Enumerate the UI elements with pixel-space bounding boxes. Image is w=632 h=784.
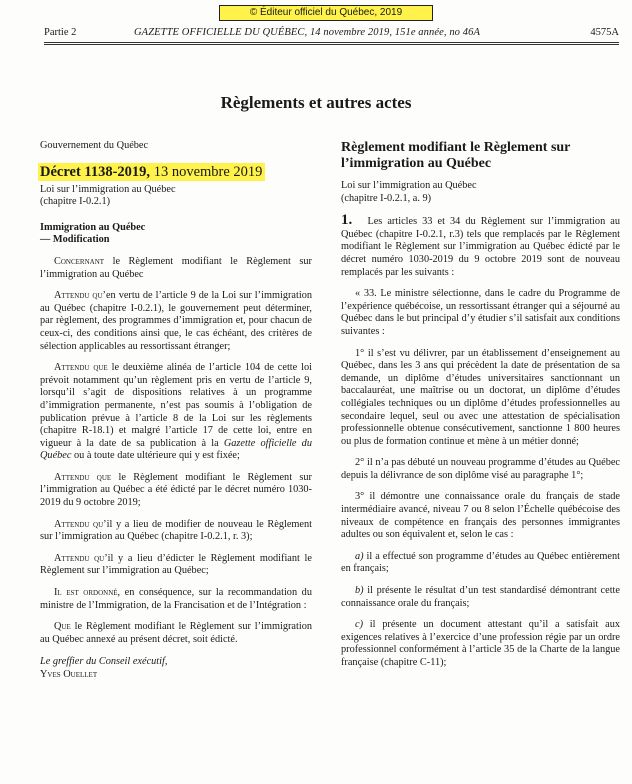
item-label: c) — [355, 619, 363, 631]
concernant-paragraph — [40, 256, 312, 281]
copyright-banner: © Éditeur officiel du Québec, 2019 — [219, 5, 433, 21]
attendu-text: il y a lieu de modifier de nouveau le Règlement sur l’immigration au Québec (chapitre I-0.2.1, r. 3); — [40, 518, 312, 543]
attendu-paragraph-2 — [40, 362, 312, 463]
item-text: il a effectué son programme d’études au Québec entièrement en français; — [341, 550, 620, 575]
greffier-name: Yves Ouellet — [40, 669, 98, 680]
concernant-lead: Concernant — [54, 255, 105, 267]
article-number: 1. — [341, 212, 353, 229]
attendu-lead: Attendu qu’ — [54, 290, 106, 302]
attendu-text: il y a lieu d’édicter le Règlement modifiant le Règlement sur l’immigration au Québec; — [40, 552, 312, 577]
subject-subtitle: — Modification — [40, 234, 110, 246]
law-chapter: (chapitre I-0.2.1) — [40, 196, 111, 208]
attendu-text: en vertu de l’article 9 de la Loi sur l’immigration au Québec (chapitre I-0.2.1), le gouvernement peut déterminer, par règlement, des programmes d’immigration et, pour chacun de ceux-ci, des conditions ainsi que, le cas échéant, des critères de sélection applicables au ressortissant étranger; — [40, 290, 313, 352]
article-33: « 33. Le ministre sélectionne, dans le cadre du Programme de l’expérience québécoise, un ressortissant étranger qui a séjourné au Québec dans le but principal d’y étudier s’il satisfait aux conditions suivantes : — [341, 288, 620, 337]
decree-highlight — [38, 163, 265, 181]
law-name: Loi sur l’immigration au Québec — [40, 183, 176, 195]
gazette-reference: Gazette officielle du Québec — [40, 437, 312, 462]
attendu-paragraph-4 — [40, 519, 312, 544]
item-label: a) — [355, 550, 364, 562]
article-1-text: Les articles 33 et 34 du Règlement sur l’immigration au Québec (chapitre I-0.2.1, r.3) tels que remplacés par le Règlement modifiant le Règlement sur l’immigration au Québec édicté par le décret numéro 1030-2019 du 9 octobre 2019 sont de nouveau remplacés par les suivants : — [341, 216, 620, 278]
attendu-lead: Attendu que — [54, 471, 112, 483]
decree-date: 13 novembre 2019 — [150, 163, 263, 180]
subject-title: Immigration au Québec — [40, 221, 146, 233]
right-law-chapter: (chapitre I-0.2.1, a. 9) — [341, 192, 432, 204]
header-rule-bottom — [44, 44, 619, 45]
condition-1: 1° il s’est vu délivrer, par un établissement d’enseignement au Québec, dans les 3 ans qui précèdent la date de présentation de sa demande, un diplôme d’études universitaires sanctionnant un baccalauréat, une maîtrise ou un doctorat, un diplôme d’études collégiales techniques ou un diplôme d’études professionnelles au secondaire lequel, seul ou avec une attestation de spécialisation professionnelle obtenue consécutivement, sanctionne 1 800 heures ou plus de formation continue et mène à un métier donné; — [341, 347, 620, 447]
decree-number: Décret 1138-2019, — [40, 163, 151, 180]
header-rule-top — [44, 42, 619, 43]
attendu-text: le deuxième alinéa de l’article 104 de cette loi prévoit notamment qu’un règlement pris en vertu de l’article 9, lorsqu’il s’agit de dispositions relatives à un programme d’immigration permanente, n’est pas soumis à l’obligation de publication prévue à l’article 8 de la Loi sur les règlements (chapitre R-18.1) et malgré l’article 17 de cette loi, entre en vigueur à la date de sa publication à la — [40, 362, 313, 449]
ordonne-text: , en conséquence, sur la recommandation du ministre de l’Immigration, de la Francisation et de l’Intégration : — [40, 587, 312, 611]
regulation-title: Règlement modifiant le Règlement sur l’immigration au Québec — [341, 140, 571, 171]
item-text: il présente un document attestant qu’il a satisfait aux exigences relatives à l’exercice d’une profession régie par un ordre professionnel conformément à l’article 35 de la Charte de la langue française (chapitre C-11); — [341, 619, 620, 668]
attendu-text-end: ou à toute date ultérieure qui y est fixée; — [71, 450, 240, 462]
condition-3c — [341, 619, 620, 669]
item-text: il présente le résultat d’un test standardisé démontrant cette connaissance orale du français; — [341, 585, 620, 609]
header-part: Partie 2 — [44, 27, 77, 38]
right-law-name: Loi sur l’immigration au Québec — [341, 180, 477, 191]
condition-2: 2° il n’a pas débuté un nouveau programme d’études au Québec depuis la délivrance de son diplôme visé au paragraphe 1°; — [341, 457, 620, 481]
ordonne-lead: Il est ordonné — [54, 587, 118, 599]
attendu-paragraph-3 — [40, 472, 312, 510]
condition-3: 3° il démontre une connaissance orale du français de stade intermédiaire avancé, niveau 7 ou 8 selon l’Échelle québécoise des niveaux de compétence en français des personnes immigrantes adultes ou son équivalent et, selon le cas : — [341, 491, 620, 541]
page-header — [44, 27, 619, 41]
attendu-paragraph-1 — [40, 290, 312, 353]
attendu-paragraph-5 — [40, 553, 312, 578]
attendu-text: le Règlement modifiant le Règlement sur l’immigration au Québec a été édicté par le décret numéro 1030-2019 du 9 octobre 2019; — [40, 471, 312, 509]
greffier-title: Le greffier du Conseil exécutif, — [40, 656, 168, 668]
concernant-text: le Règlement modifiant le Règlement sur l’immigration au Québec — [40, 255, 312, 280]
section-title: Règlements et autres actes — [220, 93, 412, 112]
government-label: Gouvernement du Québec — [40, 140, 149, 151]
attendu-lead: Attendu que — [54, 362, 108, 374]
header-publication: GAZETTE OFFICIELLE DU QUÉBEC, 14 novembre 2019, 151e année, no 46A — [134, 27, 480, 38]
que-text: le Règlement modifiant le Règlement sur l’immigration au Québec annexé au présent décret, soit édicté. — [40, 621, 312, 645]
right-column — [341, 140, 620, 670]
condition-3b — [341, 585, 620, 610]
ordonne-paragraph — [40, 587, 312, 612]
article-1 — [341, 214, 620, 279]
condition-3a — [341, 551, 620, 576]
item-label: b) — [355, 585, 364, 597]
que-paragraph — [40, 621, 312, 646]
que-lead: Que — [54, 621, 71, 633]
attendu-lead: Attendu qu’ — [54, 552, 108, 564]
header-page-number: 4575A — [590, 27, 619, 38]
left-column — [40, 140, 312, 682]
attendu-lead: Attendu qu’ — [54, 518, 107, 530]
